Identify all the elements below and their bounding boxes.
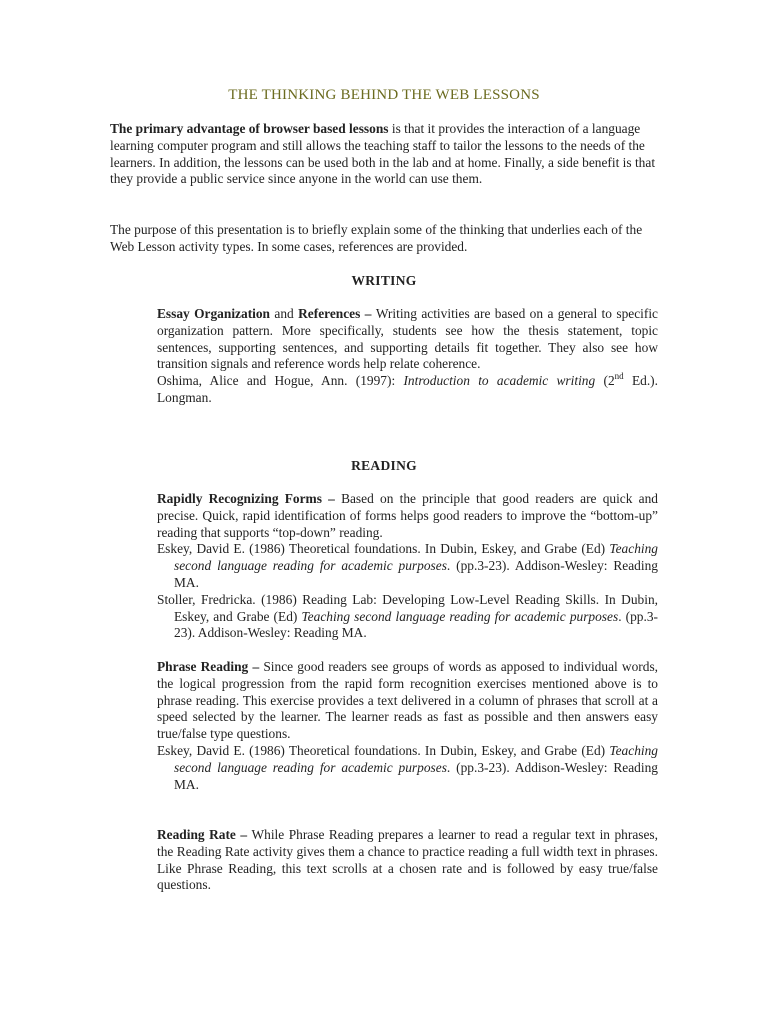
writing-heading: WRITING: [351, 273, 417, 288]
rapid-forms-term: Rapidly Recognizing Forms: [157, 491, 322, 506]
essay-reference-edition: (2: [595, 373, 615, 389]
document-title: THE THINKING BEHIND THE WEB LESSONS: [228, 87, 540, 103]
rapid-forms-ref1-post: . (pp.3-23). Addison-Wesley: Reading MA.: [174, 558, 658, 590]
intro-lead-bold: The primary advantage of browser based lessons: [110, 121, 389, 136]
phrase-reading-reference: [157, 743, 658, 793]
reading-rate-paragraph: [157, 827, 658, 894]
phrase-reading-ref-pre: Eskey, David E. (1986) Theoretical foundations. In Dubin, Eskey, and Grabe (Ed): [157, 742, 610, 758]
phrase-reading-section: [157, 659, 658, 793]
rapid-forms-ref2-title: Teaching second language reading for academic purposes: [301, 608, 619, 624]
essay-organization-text: Writing activities are based on a general to specific organization pattern. More specifically, students see how the thesis statement, topic sentences, supporting sentences, and supporting details fit together. They also see how transition signals and reference words help relate coherence.: [157, 306, 658, 372]
rapid-forms-ref2-pre: Stoller, Fredricka. (1986) Reading Lab: Developing Low-Level Reading Skills. In Dubin, Eskey, and Grabe (Ed): [157, 591, 658, 624]
rapid-forms-reference-1: [157, 541, 658, 591]
reading-rate-dash: –: [235, 827, 252, 842]
rapid-forms-reference-2: [157, 592, 658, 642]
rapid-forms-section: [157, 491, 658, 642]
reading-heading: READING: [351, 458, 417, 473]
rapid-forms-text: Based on the principle that good readers are quick and precise. Quick, rapid identification of forms helps good readers to improve the “bottom-up” reading that supports “top-down” reading.: [157, 491, 658, 540]
phrase-reading-text: Since good readers see groups of words as apposed to individual words, the logical progression from the rapid form recognition exercises mentioned above is to phrase reading. This exercise provides a text delivered in a column of phrases that scroll at a speed selected by the learner. The learner reads as fast as possible and then answers easy true/false type questions.: [157, 659, 659, 742]
rapid-forms-ref1-pre: Eskey, David E. (1986) Theoretical foundations. In Dubin, Eskey, and Grabe (Ed): [157, 541, 610, 557]
reading-rate-section: [157, 827, 658, 894]
essay-reference: [157, 370, 658, 407]
purpose-paragraph: [110, 222, 658, 256]
essay-reference-title: Introduction to academic writing: [403, 373, 596, 389]
reading-rate-term: Reading Rate: [157, 827, 236, 842]
phrase-reading-dash: –: [248, 659, 264, 674]
essay-dash: –: [360, 306, 376, 321]
rapid-forms-paragraph: [157, 491, 658, 541]
rapid-forms-ref2-post: . (pp.3-23). Addison-Wesley: Reading MA.: [174, 608, 658, 641]
essay-organization-section: [157, 306, 658, 407]
references-term: References: [298, 306, 361, 321]
reading-rate-text: While Phrase Reading prepares a learner to read a regular text in phrases, the Reading Rate activity gives them a chance to practice reading a full width text in phrases. Like Phrase Reading, this text scrolls at a chosen rate and is followed by easy true/false questions.: [157, 827, 658, 893]
phrase-reading-ref-title: Teaching second language reading for academic purposes: [174, 742, 658, 775]
intro-paragraph: [110, 121, 658, 188]
intro-lead-text: is that it provides the interaction of a language learning computer program and still allows the teaching staff to tailor the lessons to the needs of the learners. In addition, the lessons can be used both in the lab and at home. Finally, a side benefit is that they provide a public service since anyone in the world can use them.: [110, 121, 656, 187]
phrase-reading-term: Phrase Reading: [157, 659, 249, 674]
phrase-reading-paragraph: [157, 659, 658, 743]
essay-organization-term: Essay Organization: [157, 306, 271, 321]
essay-reference-edition-sup: nd: [614, 370, 624, 381]
essay-reference-authors: Oshima, Alice and Hogue, Ann. (1997):: [157, 373, 404, 389]
essay-organization-paragraph: [157, 306, 658, 373]
rapid-forms-dash: –: [321, 491, 342, 506]
essay-and-text: and: [270, 306, 299, 321]
purpose-text: The purpose of this presentation is to briefly explain some of the thinking that underlies each of the Web Lesson activity types. In some cases, references are provided.: [110, 222, 643, 254]
rapid-forms-ref1-title: Teaching second language reading for academic purposes: [174, 541, 658, 574]
phrase-reading-ref-post: . (pp.3-23). Addison-Wesley: Reading MA.: [174, 759, 658, 792]
essay-reference-publisher: Ed.). Longman.: [157, 373, 658, 405]
